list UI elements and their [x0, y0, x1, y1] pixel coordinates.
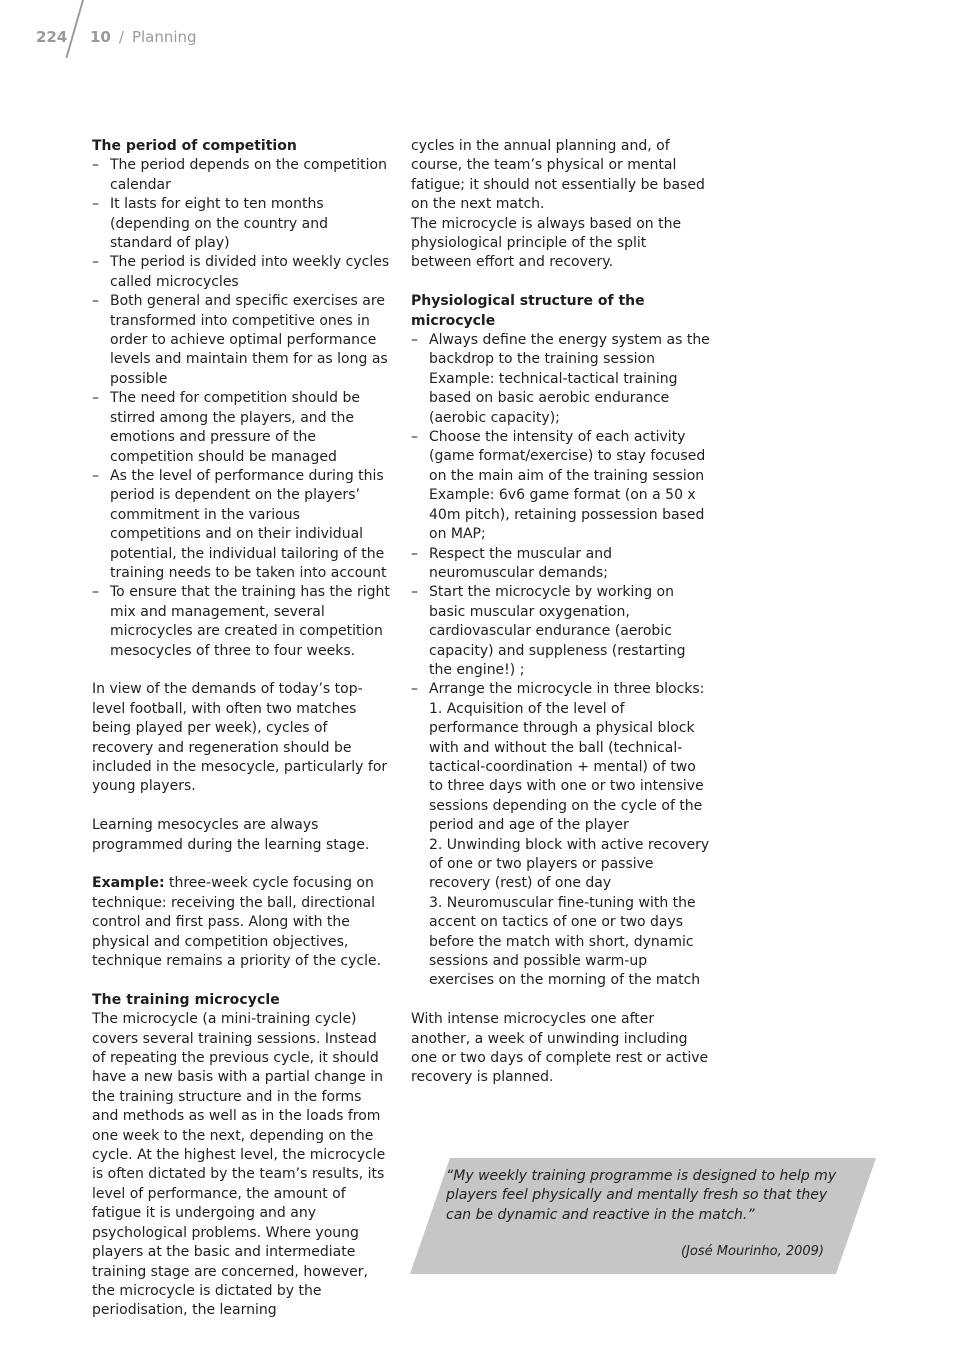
list-item: – As the level of performance during this period is dependent on the players’ commitment in the various competitions and on their individual potential, the individual tailoring of the training needs to be taken into account [92, 467, 392, 583]
chapter-label [90, 28, 197, 46]
physio-heading: Physiological structure of the microcycle [411, 293, 645, 329]
quote-text: “My weekly training programme is designed to help my players feel physically and mentally fresh so that they can be dynamic and reactive in the match.” [446, 1168, 837, 1223]
paragraph-learning: Learning mesocycles are always programmed during the learning stage. [92, 817, 370, 853]
list-item-text: – Choose the intensity of each activity (game format/exercise) to stay focused on the main aim of the training session [429, 429, 706, 484]
chapter-title: Planning [131, 28, 197, 46]
list-item-text: – Respect the muscular and neuromuscular demands; [429, 545, 612, 581]
microcycle-paragraph: The microcycle (a mini-training cycle) covers several training sessions. Instead of repeating the previous cycle, it should have a new basis with a partial change in the training structure and in the forms and methods as well as in the loads from one week to the next, depending on the cycle. At the highest level, the microcycle is often dictated by the team’s results, its level of performance, the amount of fatigue it is undergoing and any psychological problems. Where young players at the basic and intermediate training stage are concerned, however, the microcycle is dictated by the periodisation, the learning [92, 1011, 386, 1319]
microcycle-heading: The training microcycle [92, 991, 280, 1008]
list-item [411, 331, 711, 428]
list-item: – The period depends on the competition calendar [92, 156, 392, 195]
list-item: – Both general and specific exercises are transformed into competitive ones in order to achieve optimal performance levels and maintain them for as long as possible [92, 292, 392, 389]
list-item [411, 545, 711, 584]
paragraph-intense: With intense microcycles one after another, a week of unwinding including one or two days of complete rest or active recovery is planned. [411, 1011, 709, 1086]
paragraph-demands: In view of the demands of today’s top-level football, with often two matches being played per week), cycles of recovery and regeneration should be included in the mesocycle, particularly for young players. [92, 681, 388, 795]
list-item [411, 680, 711, 991]
list-item: – It lasts for eight to ten months (depending on the country and standard of play) [92, 195, 392, 253]
block-two: 2. Unwinding block with active recovery of one or two players or passive recovery (rest) of one day [429, 836, 710, 892]
chapter-number: 10 [90, 28, 111, 46]
block-three: 3. Neuromuscular fine-tuning with the accent on tactics of one or two days before the match with short, dynamic sessions and possible warm-up exercises on the morning of the match [429, 894, 701, 989]
quote-source: (José Mourinho, 2009) [681, 1244, 824, 1259]
page-header [0, 0, 959, 70]
list-item-example: Example: technical-tactical training based on basic aerobic endurance (aerobic capacity); [429, 370, 678, 426]
header-divider [65, 0, 84, 58]
list-item-text: – Arrange the microcycle in three blocks: [429, 681, 705, 698]
example-text: three-week cycle focusing on technique: receiving the ball, directional control and first pass. Along with the physical and competition objectives, technique remains a priority of the cycle. [92, 875, 382, 970]
list-item: – The need for competition should be stirred among the players, and the emotions and pressure of the competition should be managed [92, 389, 392, 467]
physio-list [411, 331, 711, 991]
block-one: 1. Acquisition of the level of performance through a physical block with and without the ball (technical-tactical-coordination + mental) of two to three days with one or two intensive sessions depending on the cycle of the period and age of the player [429, 700, 704, 834]
competition-heading: The period of competition [92, 138, 297, 154]
list-item-example: Example: 6v6 game format (on a 50 x 40m pitch), retaining possession based on MAP; [429, 487, 705, 543]
example-label: Example: [92, 875, 165, 892]
example-paragraph [92, 874, 392, 971]
paragraph-continued: cycles in the annual planning and, of course, the team’s physical or mental fatigue; it should not essentially be based on the next match. [411, 138, 705, 213]
list-item: – The period is divided into weekly cycles called microcycles [92, 253, 392, 292]
list-item [411, 583, 711, 680]
paragraph-principle: The microcycle is always based on the physiological principle of the split between effort and recovery. [411, 215, 682, 271]
list-item [411, 428, 711, 544]
chapter-separator: / [118, 28, 124, 46]
list-item: – To ensure that the training has the right mix and management, several microcycles are created in competition mesocycles of three to four weeks. [92, 583, 392, 661]
right-column [411, 137, 711, 1088]
list-item-text: – Always define the energy system as the backdrop to the training session [429, 332, 710, 368]
list-item-text: – Start the microcycle by working on basic muscular oxygenation, cardiovascular endurance (aerobic capacity) and suppleness (restarting the engine!) ; [429, 584, 686, 678]
page-number: 224 [36, 28, 68, 46]
left-column [92, 137, 392, 1321]
competition-list [92, 156, 392, 661]
